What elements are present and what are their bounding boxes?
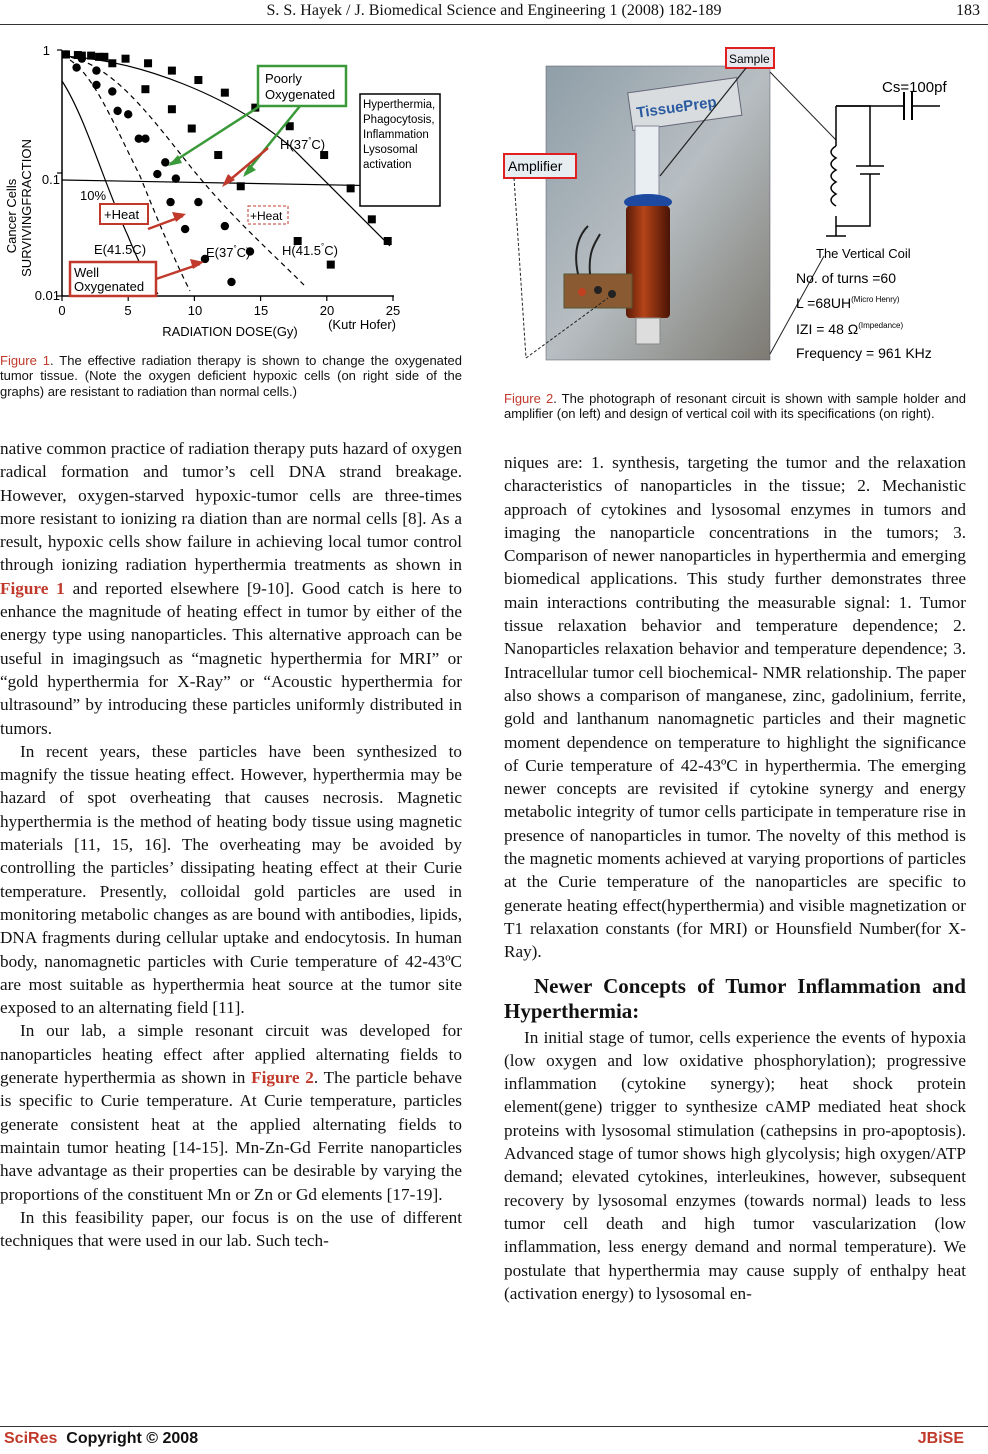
label-ten-percent: 10% [80,188,107,203]
resonant-circuit-svg [500,36,976,366]
impedance-label: IZI = 48 $\Omega^{(Impedance)}$ [796,321,904,337]
running-title: S. S. Hayek / J. Biomedical Science and Engineering 1 (2008) 182-189 [266,2,722,19]
header-rule [0,24,988,25]
figure1-caption-text: . The effective radiation therapy is shown to change the oxygenated tumor tissue. (Note the oxygen deficient hypoxic cells (on right side of the graphs) are resistant to radiation than normal cells.) [0,353,462,399]
left-paragraph-3 [0,1019,462,1205]
running-header [0,2,988,24]
coil-base [636,318,660,344]
x-tick-25: 25 [385,303,401,318]
footer-copyright-text: Copyright © 2008 [66,1430,199,1447]
hyper-line-5: activation [363,159,412,171]
footer-journal: JBiSE [917,1430,964,1447]
board-component-3 [608,290,616,298]
footer-publisher: SciRes [4,1430,58,1447]
left-p3-tail: . The particle behave is specific to Curie temperature. At Curie temperature, particles generate consistent heat at the applied alternating fields to maintain tumor heating [14-15]. Mn-Zn-Gd Ferrite nanoparticles have advantage as their properties can be desirable by varying the proportions of the constituent Mn or Zn or Gd elements [17-19]. [0,1068,463,1204]
footer-rule [0,1426,988,1427]
vertical-coil-label: The Vertical Coil [816,246,911,261]
left-p3-text: In our lab, a simple resonant circuit was developed for nanoparticles heating effect after applied alternating fields to generate hyperthermia as shown in [0,1021,462,1088]
sample-label: Sample [729,52,770,66]
figure1-caption-label: Figure 1 [0,353,50,368]
left-p1-tail: and reported elsewhere [9-10]. Good catch is here to enhance the magnitude of heating effect in tumor by either of the energy type using nanoparticles. This alternative approach can be useful in imagingsuch as “magnetic hyperthermia for MRI” or “gold hyperthermia for X-Ray” or “Acoustic hyperthermia for ultrasound” by introducing these particles uniformly distributed in tumors. [0,578,462,738]
hyper-line-3: Inflammation [363,129,429,141]
figure1-caption [0,353,462,399]
right-paragraph-1: niques are: 1. synthesis, targeting the tumor and the relaxation characteristics of nanoparticles in the tissue; 2. Mechanistic approach of cytokines and lysosomal enzymes in tumors and imaging the nanoparticle concentrations in the tumors; 3. Comparison of newer nanoparticles in hyperthermia and emerging biomedical applications. This study further demonstrates three main interactions contributing the measurable signal: 1. Tumor tissue relaxation behavior and temperature dependence; 2. Nanoparticles relaxation behavior and temperature dependence; 3. Intracellular tumor cell biochemical- NMR relationship. The paper also shows a comparison of manganese, zinc, gadolinium, ferrite, gold and lanthanum nanomagnetic particles and their magnetic moment dependence on temperature to highlight the significance of Curie temperature of 42-43ºC in hyperthermia. The emerging newer concepts are revisited if cytokine synergy and energy metabolic integrity of tumor cells participate in temperature rise in presence of nanoparticles in tumor. The novelty of this method is the magnetic moments achieved at varying proportions of particles at the Curie temperature of the nanoparticles are specific to generate heating effect(hyperthermia) and visible magnetization or T1 relaxation constants (for MRI) or Hounsfield Number(for X-Ray). [504,453,966,962]
data-point-s2-8 [194,198,202,206]
x-tick-5: 5 [124,303,132,318]
data-point-s1-7 [214,151,222,159]
data-point-s2-9 [221,222,229,230]
poorly-label-1: Poorly [265,71,302,86]
page-footer [0,1428,988,1452]
chart-credit: (Kutr Hofer) [328,317,396,332]
label-h415: H(41.5°C) [282,242,338,258]
left-column-text [0,437,462,1252]
right-column-text [504,451,966,1305]
inductance-label: $L =68UH^{(Micro Henry)}$ [796,295,900,311]
data-point-s3-3 [135,135,143,143]
data-point-s0-7 [194,76,202,84]
data-point-s2-6 [161,158,169,166]
figure1-ref: Figure 1 [0,578,65,598]
inductor-coil [831,146,836,206]
board-component-2 [594,286,602,294]
y-tick-0-1: 0.1 [41,172,60,187]
footer-copyright [4,1430,198,1448]
turns-label: No. of turns =60 [796,270,897,286]
data-point-s0-8 [221,89,229,97]
figure2-caption-text: . The photograph of resonant circuit is shown with sample holder and amplifier (on left) and design of vertical coil with its specifications (on right). [504,391,966,422]
glass-tube [635,126,659,196]
data-point-s0-4 [122,55,130,63]
x-tick-20: 20 [319,303,335,318]
x-axis-label: RADIATION DOSE(Gy) [162,324,298,339]
frequency-label: Frequency = 961 KHz [796,345,932,361]
figure2-caption [504,391,966,422]
left-paragraph-1 [0,437,462,740]
board-component-1 [578,288,586,296]
figure2-caption-label: Figure 2 [504,391,554,406]
data-point-s3-6 [181,225,189,233]
label-h37: H(37°C) [280,136,326,152]
y-tick-1: 1 [42,43,50,58]
data-point-s3-8 [227,278,235,286]
x-tick-15: 15 [253,303,269,318]
circuit-branch [836,106,884,226]
data-point-s1-11 [327,261,335,269]
data-point-s1-4 [141,85,149,93]
amplifier-label: Amplifier [508,158,563,174]
label-e37: E(37°C) [206,244,251,260]
copper-coil [626,206,670,318]
hyper-line-4: Lysosomal [363,144,418,156]
x-tick-0: 0 [58,303,66,318]
left-paragraph-4: In this feasibility paper, our focus is on the use of different techniques that were used in our lab. Such tech- [0,1207,462,1251]
tissueprep-label: TissuePrep [635,93,718,122]
left-p1-text: native common practice of radiation therapy puts hazard of oxygen radical formation and tumor’s cell DNA strand breakage. However, oxygen-starved hypoxic-tumor cells are three-times more resistant to ionizing ra diation than are normal cells [8]. As a result, hypoxic cells show failure in achieving local tumor control through ionizing radiation hyperthermia treatments as shown in [0,439,462,575]
y-axis-label-2: SURVIVINGFRACTION [19,139,34,277]
survival-chart-svg [0,36,462,342]
section-heading: Newer Concepts of Tumor Inflammation and Hyperthermia: [504,973,966,1023]
well-label-1: Well [74,265,100,280]
label-e415: E(41.5C) [94,242,147,257]
data-point-s2-1 [78,54,86,62]
amplifier-pointer [514,178,526,358]
data-point-s1-6 [188,125,196,133]
right-paragraph-2: In initial stage of tumor, cells experience the events of hypoxia (low oxygen and low oxidative phosphorylation); progressive inflammation (cytokine synergy); heat shock protein element(gene) trigger to synthesize cAMP mediated heat shock proteins with lysosomal stimulation (cathepsins in pro-apoptosis). Advanced stage of tumor shows high glycolysis; high oxygen/ATP demand; elevated cytokines, interleukines, however, subsequent recovery by lysosomal enzymes (towards normal) leads to less tumor cell death and high tumor vascularization (low inflammation, less energy demand and normal temperature). We postulate that hyperthermia may cause supply of enthalpy heat (activation energy) to lysosomal en- [504,1027,966,1303]
diagram-pointer-top [770,72,836,140]
data-point-s2-3 [108,87,116,95]
figure1-chart [0,36,462,342]
hyper-line-2: Phagocytosis, [363,114,435,126]
data-point-s0-6 [168,67,176,75]
data-point-s1-5 [168,105,176,113]
y-tick-0-01: 0.01 [34,288,60,303]
x-tick-10: 10 [187,303,203,318]
data-point-s3-4 [153,170,161,178]
well-label-2: Oxygenated [74,279,145,294]
data-point-s2-4 [124,110,132,118]
data-point-s0-11 [320,151,328,159]
capacitance-label: Cs=100pf [882,79,947,96]
data-point-s3-2 [113,107,121,115]
data-point-s3-1 [92,81,100,89]
data-point-s0-5 [144,59,152,67]
hyper-line-1: Hyperthermia, [363,99,436,111]
data-point-s0-13 [368,215,376,223]
heat-label-1: +Heat [104,207,140,222]
figure2-image [500,36,976,366]
poorly-label-2: Oxygenated [265,87,336,102]
figure2-ref: Figure 2 [251,1068,314,1088]
heat-label-2: +Heat [250,209,283,223]
left-paragraph-2: In recent years, these particles have been synthesized to magnify the tissue heating effect. However, hyperthermia may be hazard of spot overheating that causes necrosis. Magnetic hyperthermia is the method of heating body tissue using magnetic materials [11, 15, 16]. The overheating may be avoided by controlling the particles’ dissipating heating effect at their Curie temperature. Presently, colloidal gold particles are used in monitoring metabolic changes as are bound with antibodies, lipids, DNA fragments during cellular uptake and endocytosis. In human body, nanomagnetic particles with Curie temperature of 42-43ºC are most suitable as hyperthermia heat source at the tumor site exposed to an alternating field [11]. [0,741,462,1018]
y-axis-label-1: Cancer Cells [4,178,19,254]
data-point-s3-5 [166,198,174,206]
page-number: 183 [956,2,980,19]
